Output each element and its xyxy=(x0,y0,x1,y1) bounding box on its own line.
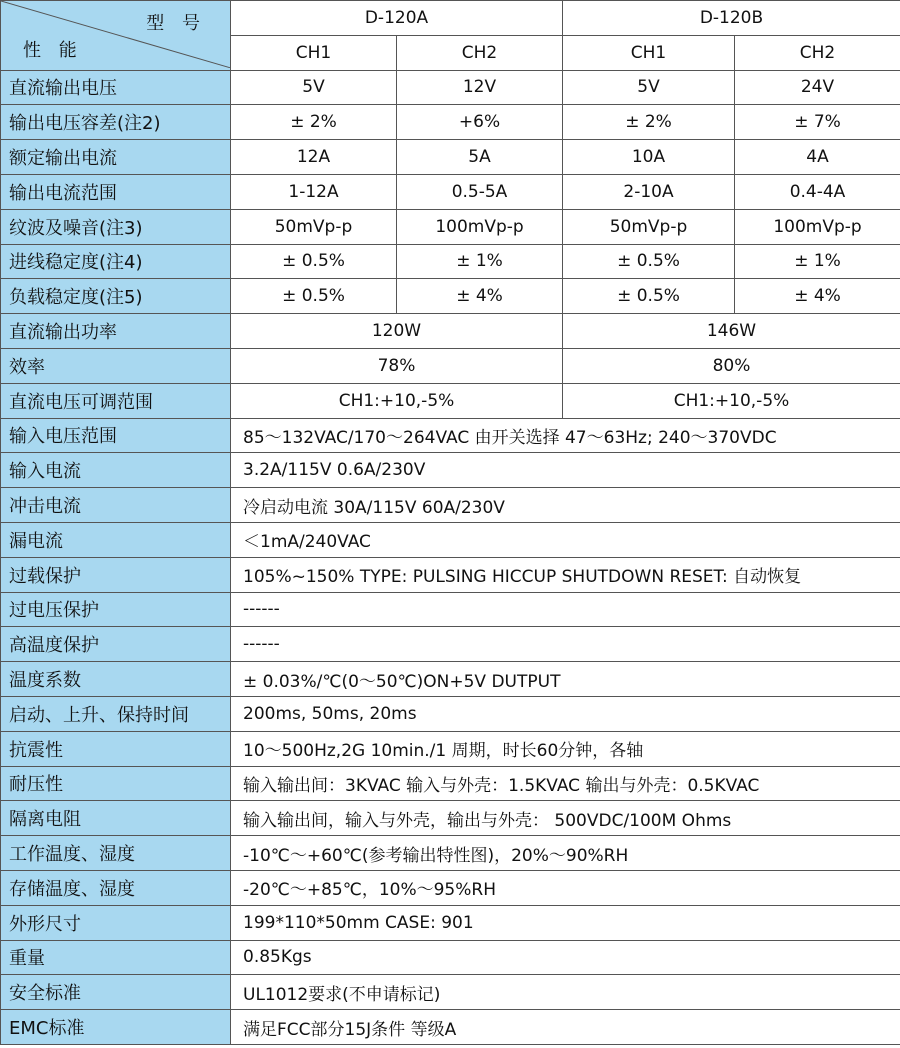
spec-row xyxy=(1,488,900,523)
model-header-b: D-120B xyxy=(563,1,900,36)
spec-value: ± 0.5% xyxy=(563,244,735,279)
header-corner-cell xyxy=(1,1,231,71)
spec-row xyxy=(1,70,900,105)
spec-value: CH1:+10,-5% xyxy=(563,383,900,418)
spec-value: 3.2A/115V 0.6A/230V xyxy=(231,453,900,488)
spec-label: 冲击电流 xyxy=(1,488,231,523)
spec-row xyxy=(1,279,900,314)
spec-label: 输出电流范围 xyxy=(1,174,231,209)
spec-value: 5V xyxy=(563,70,735,105)
corner-model-label: 型 号 xyxy=(146,13,206,34)
spec-value: +6% xyxy=(397,105,563,140)
spec-value: ± 4% xyxy=(735,279,900,314)
spec-label: 启动、上升、保持时间 xyxy=(1,696,231,731)
spec-value: 0.4-4A xyxy=(735,174,900,209)
spec-value: 100mVp-p xyxy=(397,209,563,244)
spec-value: 0.5-5A xyxy=(397,174,563,209)
spec-label: 耐压性 xyxy=(1,766,231,801)
spec-value: 199*110*50mm CASE: 901 xyxy=(231,905,900,940)
spec-value: ＜1mA/240VAC xyxy=(231,522,900,557)
spec-value: ± 1% xyxy=(397,244,563,279)
spec-value: ± 0.5% xyxy=(231,244,397,279)
spec-value: ± 0.03%/℃(0～50℃)ON+5V DUTPUT xyxy=(231,662,900,697)
spec-row xyxy=(1,696,900,731)
spec-row xyxy=(1,314,900,349)
spec-label: 进线稳定度(注4) xyxy=(1,244,231,279)
corner-performance-label: 性 能 xyxy=(23,39,83,61)
channel-header: CH2 xyxy=(397,35,563,70)
spec-label: 安全标准 xyxy=(1,975,231,1010)
spec-value: 12A xyxy=(231,140,397,175)
spec-row xyxy=(1,592,900,627)
spec-label: 负载稳定度(注5) xyxy=(1,279,231,314)
spec-label: 输入电压范围 xyxy=(1,418,231,453)
spec-value: 满足FCC部分15J条件 等级A xyxy=(231,1010,900,1045)
spec-value: -10℃～+60℃(参考输出特性图)，20%～90%RH xyxy=(231,836,900,871)
spec-row xyxy=(1,662,900,697)
spec-value: 24V xyxy=(735,70,900,105)
spec-value: 5V xyxy=(231,70,397,105)
spec-label: 重量 xyxy=(1,940,231,975)
spec-value: 4A xyxy=(735,140,900,175)
spec-label: 直流电压可调范围 xyxy=(1,383,231,418)
spec-row xyxy=(1,1010,900,1045)
model-header-a: D-120A xyxy=(231,1,563,36)
spec-row xyxy=(1,453,900,488)
spec-row xyxy=(1,348,900,383)
spec-row xyxy=(1,836,900,871)
spec-row xyxy=(1,174,900,209)
spec-label: EMC标准 xyxy=(1,1010,231,1045)
spec-value: 200ms, 50ms, 20ms xyxy=(231,696,900,731)
channel-header: CH1 xyxy=(563,35,735,70)
spec-label: 直流输出电压 xyxy=(1,70,231,105)
spec-row xyxy=(1,522,900,557)
spec-row xyxy=(1,209,900,244)
spec-value: 2-10A xyxy=(563,174,735,209)
spec-value: 输入输出间，输入与外壳，输出与外壳： 500VDC/100M Ohms xyxy=(231,801,900,836)
spec-value: 输入输出间：3KVAC 输入与外壳：1.5KVAC 输出与外壳：0.5KVAC xyxy=(231,766,900,801)
spec-value: 120W xyxy=(231,314,563,349)
spec-row xyxy=(1,244,900,279)
spec-row xyxy=(1,105,900,140)
spec-value: 1-12A xyxy=(231,174,397,209)
spec-label: 直流输出功率 xyxy=(1,314,231,349)
spec-value: 100mVp-p xyxy=(735,209,900,244)
spec-row xyxy=(1,140,900,175)
channel-header: CH2 xyxy=(735,35,900,70)
header-row-models xyxy=(1,1,900,36)
spec-value: 80% xyxy=(563,348,900,383)
spec-row xyxy=(1,766,900,801)
spec-label: 存储温度、湿度 xyxy=(1,870,231,905)
spec-value: 78% xyxy=(231,348,563,383)
spec-label: 输入电流 xyxy=(1,453,231,488)
spec-label: 温度系数 xyxy=(1,662,231,697)
spec-label: 工作温度、湿度 xyxy=(1,836,231,871)
spec-label: 效率 xyxy=(1,348,231,383)
spec-value: 0.85Kgs xyxy=(231,940,900,975)
spec-label: 纹波及噪音(注3) xyxy=(1,209,231,244)
spec-row xyxy=(1,731,900,766)
spec-value: 12V xyxy=(397,70,563,105)
spec-row xyxy=(1,557,900,592)
spec-label: 高温度保护 xyxy=(1,627,231,662)
spec-value: ± 0.5% xyxy=(563,279,735,314)
spec-label: 过载保护 xyxy=(1,557,231,592)
spec-row xyxy=(1,975,900,1010)
spec-label: 抗震性 xyxy=(1,731,231,766)
spec-value: ± 2% xyxy=(563,105,735,140)
spec-row xyxy=(1,418,900,453)
spec-label: 漏电流 xyxy=(1,522,231,557)
spec-value: 冷启动电流 30A/115V 60A/230V xyxy=(231,488,900,523)
spec-label: 外形尺寸 xyxy=(1,905,231,940)
spec-label: 额定输出电流 xyxy=(1,140,231,175)
spec-value: ± 4% xyxy=(397,279,563,314)
spec-value: 50mVp-p xyxy=(231,209,397,244)
spec-value: 105%~150% TYPE: PULSING HICCUP SHUTDOWN RESET: 自动恢复 xyxy=(231,557,900,592)
spec-value: CH1:+10,-5% xyxy=(231,383,563,418)
spec-row xyxy=(1,801,900,836)
spec-label: 输出电压容差(注2) xyxy=(1,105,231,140)
spec-row xyxy=(1,905,900,940)
spec-value: 5A xyxy=(397,140,563,175)
spec-label: 过电压保护 xyxy=(1,592,231,627)
spec-value: ± 1% xyxy=(735,244,900,279)
spec-value: 146W xyxy=(563,314,900,349)
channel-header: CH1 xyxy=(231,35,397,70)
spec-row xyxy=(1,870,900,905)
spec-value: ------ xyxy=(231,592,900,627)
spec-value: ± 0.5% xyxy=(231,279,397,314)
spec-value: 85～132VAC/170～264VAC 由开关选择 47～63Hz; 240～370VDC xyxy=(231,418,900,453)
spec-label: 隔离电阻 xyxy=(1,801,231,836)
spec-value: ------ xyxy=(231,627,900,662)
spec-value: 10A xyxy=(563,140,735,175)
spec-value: ± 2% xyxy=(231,105,397,140)
spec-table-body xyxy=(1,1,900,1045)
spec-value: UL1012要求(不申请标记) xyxy=(231,975,900,1010)
spec-row xyxy=(1,383,900,418)
spec-value: -20℃～+85℃，10%～95%RH xyxy=(231,870,900,905)
spec-row xyxy=(1,627,900,662)
spec-row xyxy=(1,940,900,975)
spec-value: 50mVp-p xyxy=(563,209,735,244)
spec-value: ± 7% xyxy=(735,105,900,140)
spec-value: 10～500Hz,2G 10min./1 周期，时长60分钟，各轴 xyxy=(231,731,900,766)
